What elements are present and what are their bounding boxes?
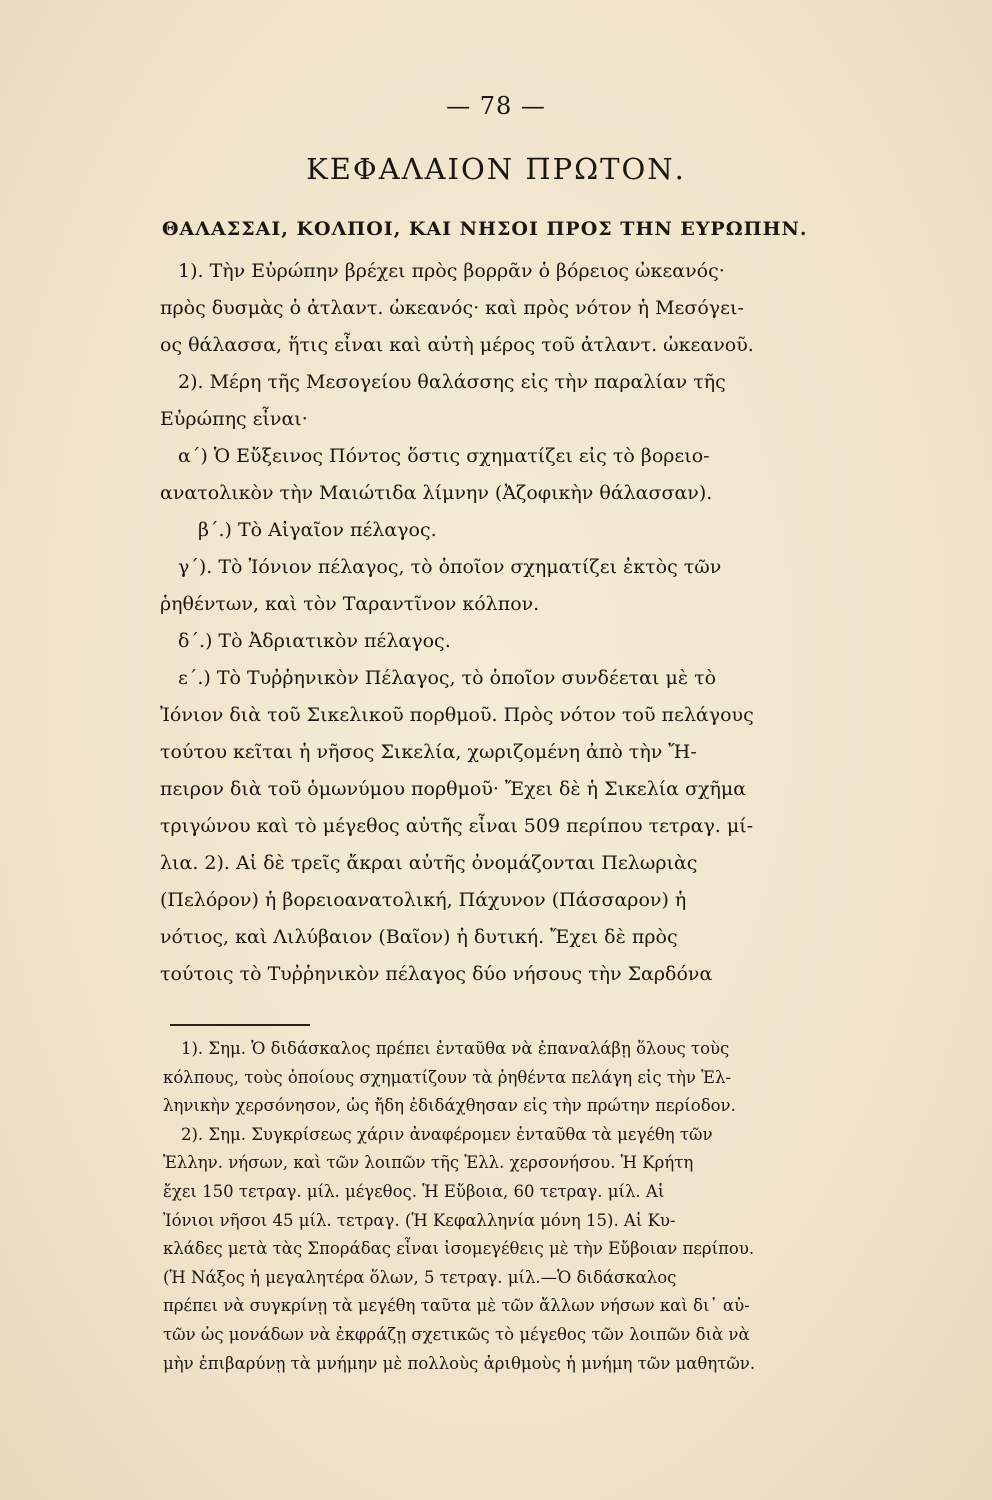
body-line: α΄) Ὁ Εὔξεινος Πόντος ὅστις σχηματίζει εἰς τὸ βορειο- xyxy=(178,445,710,467)
body-line: 2). Μέρη τῆς Μεσογείου θαλάσσης εἰς τὴν παραλίαν τῆς xyxy=(178,371,726,393)
body-line: τούτοις τὸ Τυῤῥηνικὸν πέλαγος δύο νήσους τὴν Σαρδόνα xyxy=(160,963,713,985)
body-line: πρὸς δυσμὰς ὁ ἀτλαντ. ὠκεανός· καὶ πρὸς νότον ἡ Μεσόγει- xyxy=(160,297,744,319)
footnote-line: ληνικὴν χερσόνησον, ὡς ἤδη ἐδιδάχθησαν εἰς τὴν πρώτην περίοδον. xyxy=(163,1096,736,1116)
footnote-line: μὴν ἐπιβαρύνῃ τὰ μνήμην μὲ πολλοὺς ἀριθμοὺς ἡ μνήμη τῶν μαθητῶν. xyxy=(163,1353,756,1373)
body-line: Ἰόνιον διὰ τοῦ Σικελικοῦ πορθμοῦ. Πρὸς νότον τοῦ πελάγους xyxy=(160,704,754,726)
body-line: β΄.) Τὸ Αἰγαῖον πέλαγος. xyxy=(198,519,437,541)
body-line: γ΄). Τὸ Ἰόνιον πέλαγος, τὸ ὁποῖον σχηματίζει ἐκτὸς τῶν xyxy=(178,556,722,578)
body-line: ος θάλασσα, ἥτις εἶναι καὶ αὐτὴ μέρος τοῦ ἀτλαντ. ὠκεανοῦ. xyxy=(160,334,754,356)
chapter-title: ΚΕΦΑΛΑΙΟΝ ΠΡΩΤΟΝ. xyxy=(306,152,686,186)
section-title: ΘΑΛΑΣΣΑΙ, ΚΟΛΠΟΙ, ΚΑΙ ΝΗΣΟΙ ΠΡΟΣ ΤΗΝ ΕΥΡΩΠΗΝ. xyxy=(162,218,808,240)
body-line: ῥηθέντων, καὶ τὸν Ταραντῖνον κόλπον. xyxy=(160,593,540,615)
footnote-line: 2). Σημ. Συγκρίσεως χάριν ἀναφέρομεν ἐνταῦθα τὰ μεγέθη τῶν xyxy=(181,1124,713,1144)
footnote-line: (Ἡ Νάξος ἡ μεγαλητέρα ὅλων, 5 τετραγ. μίλ.—Ὁ διδάσκαλος xyxy=(163,1267,677,1287)
body-line: νότιος, καὶ Λιλύβαιον (Βαῖον) ἡ δυτική. Ἔχει δὲ πρὸς xyxy=(160,926,678,948)
footnote-line: κλάδες μετὰ τὰς Σποράδας εἶναι ἰσομεγέθεις μὲ τὴν Εὔβοιαν περίπου. xyxy=(163,1239,755,1259)
footnote-line: Ἰόνιοι νῆσοι 45 μίλ. τετραγ. (Ἡ Κεφαλληνία μόνη 15). Αἱ Κυ- xyxy=(163,1210,676,1230)
body-line: (Πελόρον) ἡ βορειοανατολική, Πάχυνον (Πάσσαρον) ἡ xyxy=(160,889,687,911)
footnotes xyxy=(163,1035,853,1378)
body-line: Εὐρώπης εἶναι· xyxy=(160,408,308,430)
footnote-line: ἔχει 150 τετραγ. μίλ. μέγεθος. Ἡ Εὔβοια, 60 τετραγ. μίλ. Αἱ xyxy=(163,1181,665,1201)
body-line: ε΄.) Τὸ Τυῤῥηνικὸν Πέλαγος, τὸ ὁποῖον συνδέεται μὲ τὸ xyxy=(178,667,717,689)
body-line: 1). Τὴν Εὐρώπην βρέχει πρὸς βορρᾶν ὁ βόρειος ὠκεανός· xyxy=(178,260,725,282)
body-line: πειρον διὰ τοῦ ὁμωνύμου πορθμοῦ· Ἔχει δὲ ἡ Σικελία σχῆμα xyxy=(160,778,747,800)
footnote-divider xyxy=(170,1024,310,1026)
body-line: δ΄.) Τὸ Ἀδριατικὸν πέλαγος. xyxy=(178,630,451,652)
page-number: — 78 — xyxy=(446,92,546,120)
footnote-line: πρέπει νὰ συγκρίνῃ τὰ μεγέθη ταῦτα μὲ τῶν ἄλλων νήσων καὶ δι᾽ αὐ- xyxy=(163,1296,750,1316)
body-line: τριγώνου καὶ τὸ μέγεθος αὐτῆς εἶναι 509 περίπου τετραγ. μί- xyxy=(160,815,754,837)
body-line: τούτου κεῖται ἡ νῆσος Σικελία, χωριζομένη ἀπὸ τὴν Ἤ- xyxy=(160,741,697,763)
body-text xyxy=(160,253,850,993)
footnote-line: τῶν ὡς μονάδων νὰ ἐκφράζῃ σχετικῶς τὸ μέγεθος τῶν λοιπῶν διὰ νὰ xyxy=(163,1324,750,1344)
body-line: λια. 2). Αἱ δὲ τρεῖς ἄκραι αὐτῆς ὀνομάζονται Πελωριὰς xyxy=(160,852,698,874)
footnote-line: 1). Σημ. Ὁ διδάσκαλος πρέπει ἐνταῦθα νὰ ἐπαναλάβῃ ὅλους τοὺς xyxy=(181,1039,730,1058)
footnote-line: κόλπους, τοὺς ὁποίους σχηματίζουν τὰ ῥηθέντα πελάγη εἰς τὴν Ἑλ- xyxy=(163,1067,732,1087)
footnote-line: Ἑλλην. νήσων, καὶ τῶν λοιπῶν τῆς Ἑλλ. χερσονήσου. Ἡ Κρήτη xyxy=(163,1153,694,1173)
body-line: ανατολικὸν τὴν Μαιώτιδα λίμνην (Ἀζοφικὴν θάλασσαν). xyxy=(160,482,713,504)
